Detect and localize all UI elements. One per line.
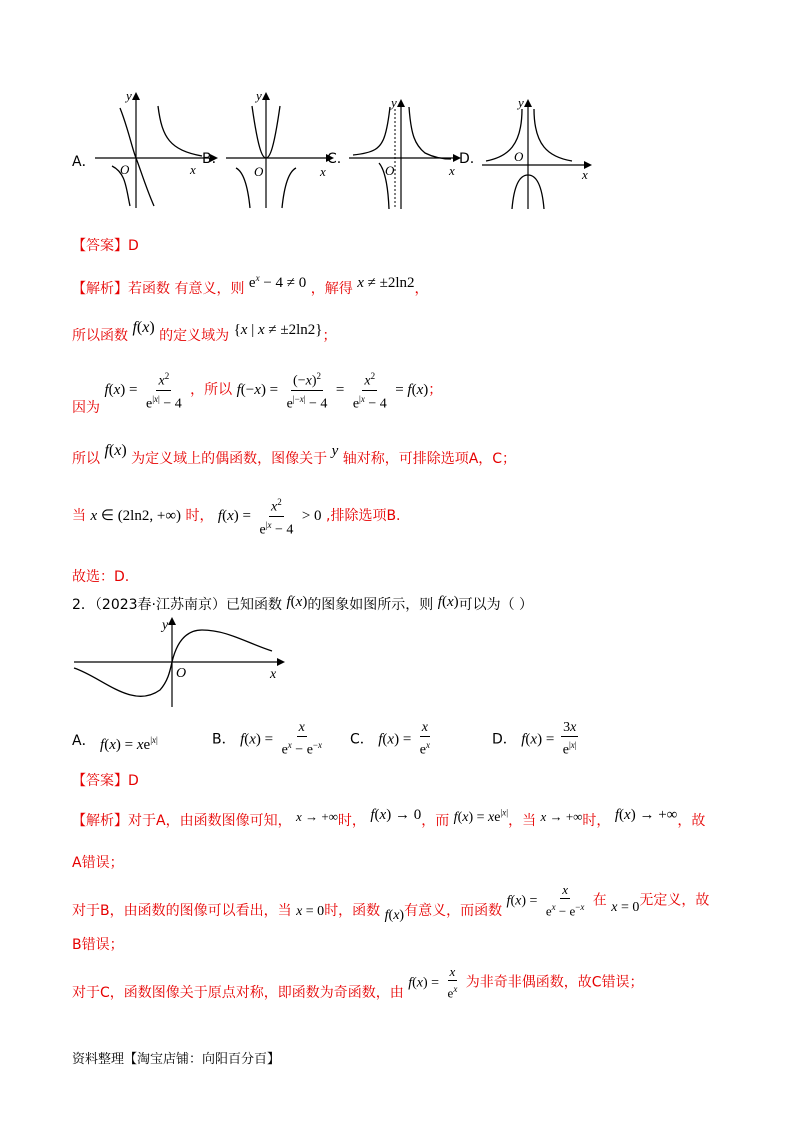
text: 为非奇非偶函数，故C错误； — [465, 974, 644, 991]
text: ，所以 — [190, 382, 233, 399]
q1-d-y-label: y — [518, 95, 524, 110]
analysis-label: 【解析】 — [72, 813, 128, 829]
text: 时，函数 — [324, 902, 381, 919]
answer-value: D — [128, 773, 139, 789]
text: 时， — [582, 813, 611, 829]
q1-b-origin: O — [254, 164, 264, 179]
text: 为定义域上的偶函数，图像关于 — [131, 451, 328, 467]
q1-answer — [72, 235, 139, 255]
footer-text: 资料整理【淘宝店铺：向阳百分百】 — [72, 1052, 281, 1067]
text: 的定义域为 — [159, 328, 230, 344]
q2-x-label: x — [270, 667, 277, 682]
text: ， — [414, 281, 429, 297]
q1-option-b-label: B. — [202, 151, 217, 167]
text: 在 — [592, 892, 607, 909]
text: ，故 — [677, 813, 706, 829]
q1-graph-b — [222, 88, 334, 213]
text: 轴对称，可排除选项A，C； — [342, 451, 517, 467]
text: ，解得 — [310, 281, 353, 297]
question-source: （2023春·江苏南京） — [94, 597, 227, 613]
text: 已知函数 — [226, 597, 283, 613]
q2-analysis-a-line2: A错误； — [72, 855, 124, 871]
option-label: B． — [212, 731, 236, 748]
q1-graph-d — [478, 95, 596, 213]
text: 时， — [337, 813, 366, 829]
q1-c-y-label: y — [391, 95, 397, 110]
q1-a-y-label: y — [126, 88, 132, 103]
q2-option-a: A． $f(x) = xe^{|x|}$ — [72, 733, 158, 753]
q1-analysis-line4: 所以 f(x) 为定义域上的偶函数，图像关于 y 轴对称，可排除选项A，C； — [72, 442, 517, 467]
text: 无定义，故 — [639, 892, 710, 909]
text: ，当 — [508, 813, 537, 829]
option-label: A． — [72, 733, 96, 749]
q1-option-d-label: D. — [459, 151, 475, 167]
q1-analysis-line2: 所以函数 f(x) 的定义域为 {x | x ≠ ±2ln2}； — [72, 319, 337, 344]
answer-label: 【答案】 — [72, 238, 128, 254]
q1-b-y-label: y — [256, 88, 262, 103]
text: 可以为（ ） — [458, 597, 534, 613]
q1-c-origin: O — [385, 163, 395, 178]
q1-graph-c — [345, 95, 463, 213]
text: 对于C，函数图像关于原点对称，即函数为奇函数，由 — [72, 984, 404, 1001]
q1-conclusion: 故选：D. — [72, 569, 130, 585]
q1-a-origin: O — [120, 162, 130, 177]
text: 有意义，而函数 — [404, 902, 503, 919]
text: 当 — [72, 508, 86, 525]
q1-analysis-line1: 【解析】若函数 有意义，则 $e^x - 4 \ne 0$ ，解得 x ≠ ±2ln2， — [72, 273, 429, 297]
q1-analysis-line5: 当 x ∈ (2ln2, +∞) 时， f(x) = $\frac{x^2}{e^{|x} - 4}$ > 0 ,排除选项B. — [72, 494, 401, 538]
text: 时， — [185, 508, 214, 525]
q1-analysis-line3: 因为 f(x) = $\frac{x^2}{e^{|x|} - 4}$ ，所以 f(−x) = $\frac{(-x)^2}{e^{|-x|} - 4}$ = $\frac{x^2}{e^{|x} - 4}$ = f(x)； — [72, 368, 442, 412]
q1-option-c-label: C. — [327, 151, 342, 167]
text: ,排除选项B. — [326, 508, 401, 525]
q2-analysis-b-line1: 对于B，由函数的图像可以看出，当 x = 0时，函数 f(x)有意义，而函数 f(x) = $\frac{x}{e^x - e^{-x}}$ 在 x = 0无定义，故 — [72, 882, 710, 923]
q2-origin: O — [176, 666, 187, 681]
analysis-label: 【解析】 — [72, 281, 128, 297]
text: 所以函数 — [72, 328, 128, 344]
q2-y-label: y — [162, 618, 169, 633]
option-label: C． — [350, 731, 374, 748]
q2-graph — [72, 615, 297, 710]
question-number: 2． — [72, 597, 95, 613]
text: 因为 — [72, 400, 100, 417]
q2-option-b: B． f(x) = $\frac{x}{e^x - e^{-x}}$ — [212, 720, 322, 758]
q1-d-x-label: x — [582, 167, 588, 182]
text: ； — [428, 382, 443, 399]
option-label: D． — [492, 731, 517, 748]
q2-analysis-c-line1: 对于C，函数图像关于原点对称，即函数为奇函数，由 f(x) = $\frac{x}{e^x}$ 为非奇非偶函数，故C错误； — [72, 964, 644, 1001]
q2-stem: 2．（2023春·江苏南京）已知函数 f(x)的图象如图所示，则 f(x)可以为（ ） — [72, 594, 534, 613]
q2-answer — [72, 770, 139, 790]
q1-option-a-label: A． — [72, 154, 96, 170]
text: 对于A，由函数图像可知， — [128, 813, 292, 829]
q2-option-d: D． f(x) = $\frac{3x}{e^{|x|}}$ — [492, 720, 577, 758]
q2-option-c: C． f(x) = $\frac{x}{e^x}$ — [350, 720, 430, 758]
text: 对于B，由函数的图像可以看出，当 — [72, 902, 292, 919]
text: 的图象如图所示，则 — [307, 597, 434, 613]
text: 所以 — [72, 451, 100, 467]
q1-graph-a — [90, 88, 220, 213]
q1-c-x-label: x — [449, 163, 455, 178]
text: 若函数 有意义，则 — [128, 281, 245, 297]
answer-value: D — [128, 238, 139, 254]
text: ，而 — [421, 813, 450, 829]
q1-b-x-label: x — [320, 164, 326, 179]
answer-label: 【答案】 — [72, 773, 128, 789]
q1-a-x-label: x — [190, 162, 196, 177]
q2-analysis-b-line2: B错误； — [72, 937, 124, 953]
q1-d-origin: O — [514, 149, 524, 164]
text: ； — [322, 328, 337, 344]
q2-analysis-a-line1: 【解析】对于A，由函数图像可知， x → +∞时， f(x) → 0，而 $f(x) = xe^{|x|}$，当 x → +∞时， f(x) → +∞，故 — [72, 807, 706, 829]
